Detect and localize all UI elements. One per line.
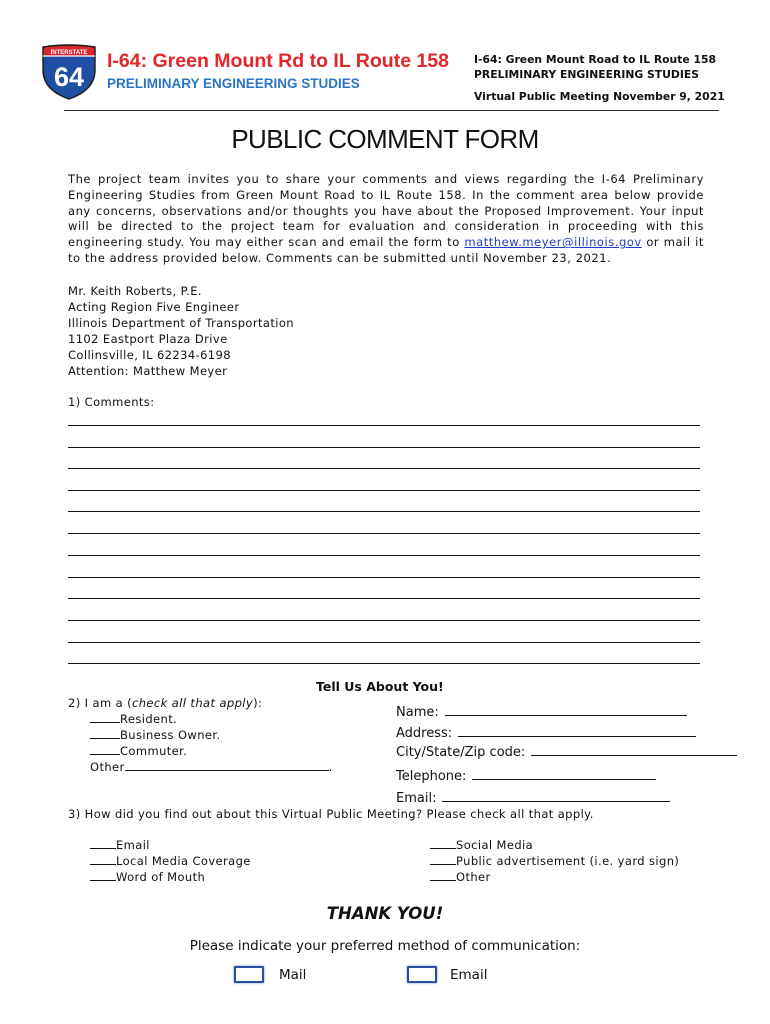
option-blank[interactable]: [90, 712, 120, 723]
email-field[interactable]: [396, 789, 670, 806]
contact-email-link[interactable]: matthew.meyer@illinois.gov: [464, 235, 642, 250]
address-line[interactable]: [458, 724, 696, 737]
option-label: Public advertisement (i.e. yard sign): [456, 854, 680, 868]
address-street: 1102 Eastport Plaza Drive: [68, 332, 228, 346]
option-label: Resident.: [120, 712, 178, 726]
address-org: Illinois Department of Transportation: [68, 316, 294, 330]
shield-top-label: INTERSTATE: [50, 50, 88, 56]
option-label: Email: [116, 838, 150, 852]
communication-preference-label: Please indicate your preferred method of communication:: [189, 938, 581, 954]
option-label: Other: [456, 870, 491, 884]
option-blank[interactable]: [90, 870, 116, 881]
iam-suffix: ):: [253, 696, 263, 710]
email-checkbox[interactable]: [407, 966, 437, 983]
option-blank[interactable]: [90, 854, 116, 865]
email-pref-label: Email: [450, 967, 488, 983]
option-business-owner[interactable]: [90, 728, 221, 742]
source-email[interactable]: [90, 838, 150, 852]
intro-text: The project team invites you to share your comments and views regarding the I-64 Preliminary Engineering Studies from Green Mount Road to IL Route 158. In the comment area below provide any concerns, observations and/or thoughts you have about the Proposed Improvement. Your input will be directed to the project team for evaluation and consideration in proceeding with this engineering study. You may either scan and email the form to: [68, 172, 704, 250]
comment-line[interactable]: [68, 425, 700, 426]
option-label: Social Media: [456, 838, 534, 852]
comment-line[interactable]: [68, 511, 700, 512]
comment-line[interactable]: [68, 620, 700, 621]
other-end: .: [328, 760, 333, 774]
address-name: Mr. Keith Roberts, P.E.: [68, 284, 202, 298]
option-label: Local Media Coverage: [116, 854, 251, 868]
about-heading: Tell Us About You!: [316, 679, 444, 694]
header-divider: [64, 110, 719, 111]
city-state-zip-field[interactable]: [396, 743, 737, 760]
city-line[interactable]: [531, 743, 737, 756]
option-blank[interactable]: [430, 838, 456, 849]
intro-paragraph: [68, 172, 704, 267]
name-label: Name:: [396, 705, 439, 720]
comment-line[interactable]: [68, 468, 700, 469]
option-label: Business Owner.: [120, 728, 221, 742]
option-resident[interactable]: [90, 712, 177, 726]
comment-line[interactable]: [68, 555, 700, 556]
email-line[interactable]: [442, 789, 670, 802]
comment-line[interactable]: [68, 663, 700, 664]
address-attention: Attention: Matthew Meyer: [68, 364, 228, 378]
source-social-media[interactable]: [430, 838, 533, 852]
telephone-field[interactable]: [396, 767, 656, 784]
comment-line[interactable]: [68, 490, 700, 491]
header-title: I-64: Green Mount Rd to IL Route 158: [107, 50, 450, 72]
mail-label: Mail: [279, 967, 307, 983]
city-label: City/State/Zip code:: [396, 745, 526, 760]
address-label: Address:: [396, 726, 453, 741]
option-blank[interactable]: [430, 870, 456, 881]
option-other[interactable]: [90, 760, 333, 774]
other-label: Other: [90, 760, 125, 774]
address-city: Collinsville, IL 62234-6198: [68, 348, 231, 362]
name-field[interactable]: [396, 703, 687, 720]
source-public-advertisement[interactable]: [430, 854, 679, 868]
header-subtitle: PRELIMINARY ENGINEERING STUDIES: [107, 76, 360, 91]
header-right-line2: PRELIMINARY ENGINEERING STUDIES: [474, 68, 700, 81]
address-field[interactable]: [396, 724, 696, 741]
comment-line[interactable]: [68, 447, 700, 448]
option-label: Word of Mouth: [116, 870, 206, 884]
iam-prefix: 2) I am a (: [68, 696, 133, 710]
iam-question: [68, 696, 262, 710]
option-blank[interactable]: [90, 744, 120, 755]
comment-line[interactable]: [68, 598, 700, 599]
header-right-line1: I-64: Green Mount Road to IL Route 158: [474, 53, 717, 66]
option-commuter[interactable]: [90, 744, 187, 758]
comments-label: 1) Comments:: [68, 395, 155, 409]
source-other[interactable]: [430, 870, 491, 884]
comment-line[interactable]: [68, 642, 700, 643]
comment-line[interactable]: [68, 577, 700, 578]
address-role: Acting Region Five Engineer: [68, 300, 240, 314]
option-blank[interactable]: [430, 854, 456, 865]
option-label: Commuter.: [120, 744, 188, 758]
thank-you: THANK YOU!: [326, 904, 444, 923]
intro-text-end: or mail it to the address provided below. Comments can be submitted until November 23, 2021.: [68, 235, 704, 265]
telephone-label: Telephone:: [396, 769, 467, 784]
source-word-of-mouth[interactable]: [90, 870, 205, 884]
interstate-64-shield-icon: [40, 44, 98, 100]
source-local-media[interactable]: [90, 854, 251, 868]
shield-number: 64: [53, 62, 85, 92]
comment-line[interactable]: [68, 533, 700, 534]
option-blank[interactable]: [90, 728, 120, 739]
header-right-line3: Virtual Public Meeting November 9, 2021: [474, 90, 725, 103]
name-line[interactable]: [445, 703, 687, 716]
option-blank[interactable]: [90, 838, 116, 849]
iam-italic: check all that apply: [132, 696, 254, 710]
source-question: 3) How did you find out about this Virtual Public Meeting? Please check all that apply.: [68, 807, 594, 821]
telephone-line[interactable]: [472, 767, 656, 780]
mailing-address: [68, 283, 294, 379]
email-label: Email:: [396, 791, 437, 806]
mail-checkbox[interactable]: [234, 966, 264, 983]
form-title: PUBLIC COMMENT FORM: [231, 124, 539, 154]
other-blank[interactable]: [125, 760, 329, 771]
